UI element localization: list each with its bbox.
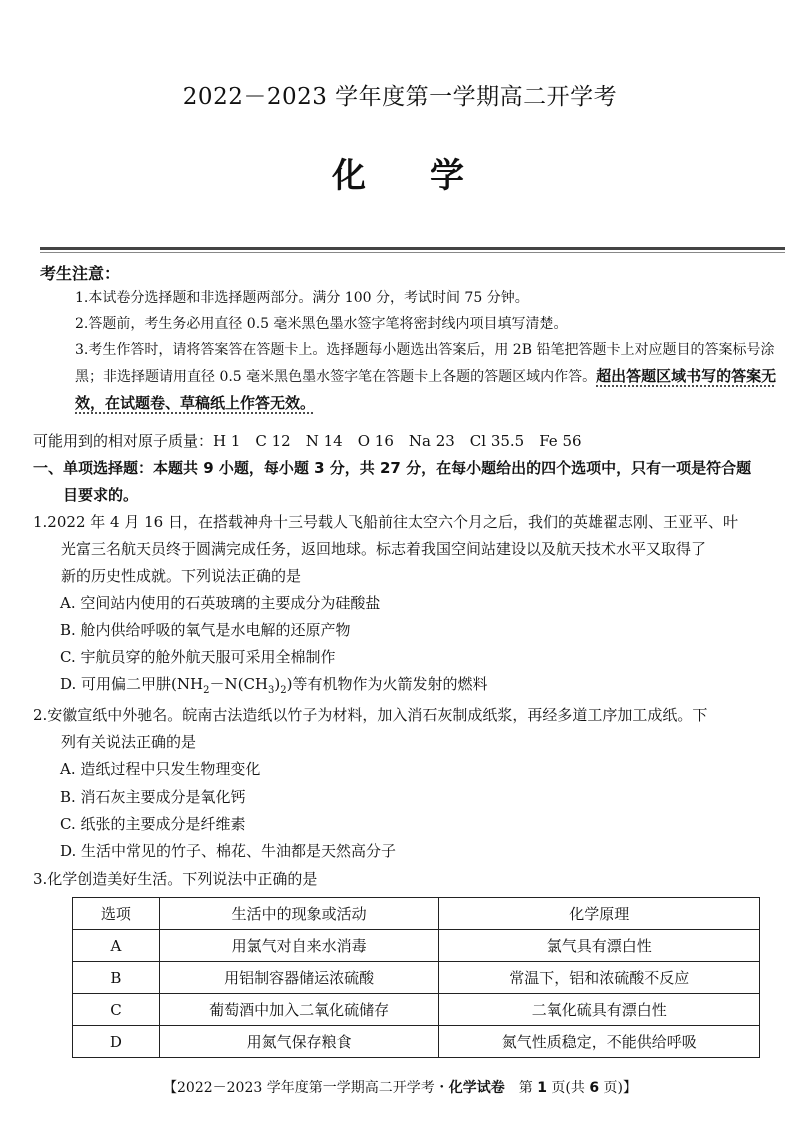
- divider-thick: [40, 247, 785, 250]
- subject-char-2: 学: [430, 156, 468, 196]
- section-line-1: 一、单项选择题：本题共 9 小题，每小题 3 分，共 27 分，在每小题给出的四个选项中，只有一项是符合题: [33, 459, 752, 477]
- notice-item-1: 1.本试卷分选择题和非选择题两部分。满分 100 分，考试时间 75 分钟。: [75, 290, 529, 306]
- q2-option-d: D. 生活中常见的竹子、棉花、牛油都是天然高分子: [60, 842, 397, 860]
- q2-line-1: 2.安徽宣纸中外驰名。皖南古法造纸以竹子为材料，加入消石灰制成纸浆，再经多道工序加工成纸。下: [33, 706, 708, 724]
- table-cell: B: [73, 962, 160, 994]
- q1-line-3: 新的历史性成就。下列说法正确的是: [61, 567, 302, 585]
- question-2: [33, 702, 788, 756]
- table-cell: 用氮气保存粮食: [159, 1026, 439, 1058]
- page-footer: [0, 1077, 800, 1097]
- q1-d-post: )等有机物作为火箭发射的燃料: [286, 675, 488, 693]
- q2-option-b: B. 消石灰主要成分是氧化钙: [60, 788, 246, 806]
- table-cell: 葡萄酒中加入二氧化硫储存: [159, 994, 439, 1026]
- q3-table: [72, 897, 760, 1058]
- table-row: [73, 930, 760, 962]
- notice-item-3-text: 3.考生作答时，请将答案答在答题卡上。选择题每小题选出答案后，用 2B 铅笔把答题卡上对应题目的答案标号涂黑；非选择题请用直径 0.5 毫米黑色墨水签字笔在答题卡上各题的答题区域内: [75, 342, 775, 385]
- table-cell: 二氧化硫具有漂白性: [439, 994, 760, 1026]
- q2-line-2: 列有关说法正确的是: [61, 733, 197, 751]
- exam-title: 2022－2023 学年度第一学期高二开学考: [182, 84, 618, 110]
- q1-option-b: B. 舱内供给呼吸的氧气是水电解的还原产物: [60, 621, 351, 639]
- subject-title: [0, 148, 800, 197]
- q1-line-1: 1.2022 年 4 月 16 日，在搭载神舟十三号载人飞船前往太空六个月之后，我们的英雄翟志刚、王亚平、叶: [33, 513, 738, 531]
- footer-pre: 【2022－2023 学年度第一学期高二开学考・: [163, 1080, 449, 1096]
- section-heading: [33, 455, 788, 509]
- footer-post: 页)】: [599, 1080, 637, 1096]
- table-row: [73, 994, 760, 1026]
- section-line-2: 目要求的。: [63, 486, 139, 504]
- table-header-cell: 选项: [73, 898, 160, 930]
- footer-page-total: 6: [589, 1080, 600, 1096]
- atomic-masses: 可能用到的相对原子质量：H 1 C 12 N 14 O 16 Na 23 Cl 35.5 Fe 56: [33, 432, 582, 450]
- notice-item-3-emphasis: 超出答题区域书写的答案无效，在试题卷、草稿纸上作答无效。: [75, 367, 777, 412]
- footer-page-number: 1: [537, 1080, 547, 1096]
- q1-d-sub3: 2: [280, 685, 287, 696]
- q1-option-d: [60, 671, 487, 704]
- divider-thin: [40, 252, 785, 253]
- q1-d-sub1: 2: [203, 685, 210, 696]
- question-3-stem: 3.化学创造美好生活。下列说法中正确的是: [33, 870, 318, 888]
- question-1: [33, 509, 788, 590]
- table-cell: A: [73, 930, 160, 962]
- q2-option-a: A. 造纸过程中只发生物理变化: [60, 760, 261, 778]
- table-cell: 用铝制容器储运浓硫酸: [159, 962, 439, 994]
- table-cell: D: [73, 1026, 160, 1058]
- footer-subject: 化学试卷: [448, 1080, 505, 1096]
- table-row: [73, 1026, 760, 1058]
- subject-char-1: 化: [332, 156, 370, 196]
- table-cell: 氮气性质稳定，不能供给呼吸: [439, 1026, 760, 1058]
- table-header-row: [73, 898, 760, 930]
- q1-d-mid: －N(CH: [209, 675, 269, 693]
- table-row: [73, 962, 760, 994]
- table-cell: 用氯气对自来水消毒: [159, 930, 439, 962]
- q2-option-c: C. 纸张的主要成分是纤维素: [60, 815, 246, 833]
- notice-item-3-tail: 作答。: [554, 369, 597, 385]
- q1-d-mid2: ): [274, 675, 281, 693]
- table-header-cell: 生活中的现象或活动: [159, 898, 439, 930]
- footer-mid: 第: [504, 1080, 538, 1096]
- table-header-cell: 化学原理: [439, 898, 760, 930]
- notice-item-2: 2.答题前，考生务必用直径 0.5 毫米黑色墨水签字笔将密封线内项目填写清楚。: [75, 316, 568, 332]
- q1-option-a: A. 空间站内使用的石英玻璃的主要成分为硅酸盐: [60, 594, 381, 612]
- q1-d-pre: D. 可用偏二甲肼(NH: [60, 675, 204, 693]
- table-cell: 常温下，铝和浓硫酸不反应: [439, 962, 760, 994]
- notice-item-3: [75, 337, 785, 417]
- q1-line-2: 光富三名航天员终于圆满完成任务，返回地球。标志着我国空间站建设以及航天技术水平又取得了: [61, 540, 707, 558]
- table-cell: 氯气具有漂白性: [439, 930, 760, 962]
- footer-mid2: 页(共: [546, 1080, 590, 1096]
- table-cell: C: [73, 994, 160, 1026]
- notice-heading: 考生注意：: [40, 264, 121, 283]
- q1-d-sub2: 3: [268, 685, 275, 696]
- q1-option-c: C. 宇航员穿的舱外航天服可采用全棉制作: [60, 648, 336, 666]
